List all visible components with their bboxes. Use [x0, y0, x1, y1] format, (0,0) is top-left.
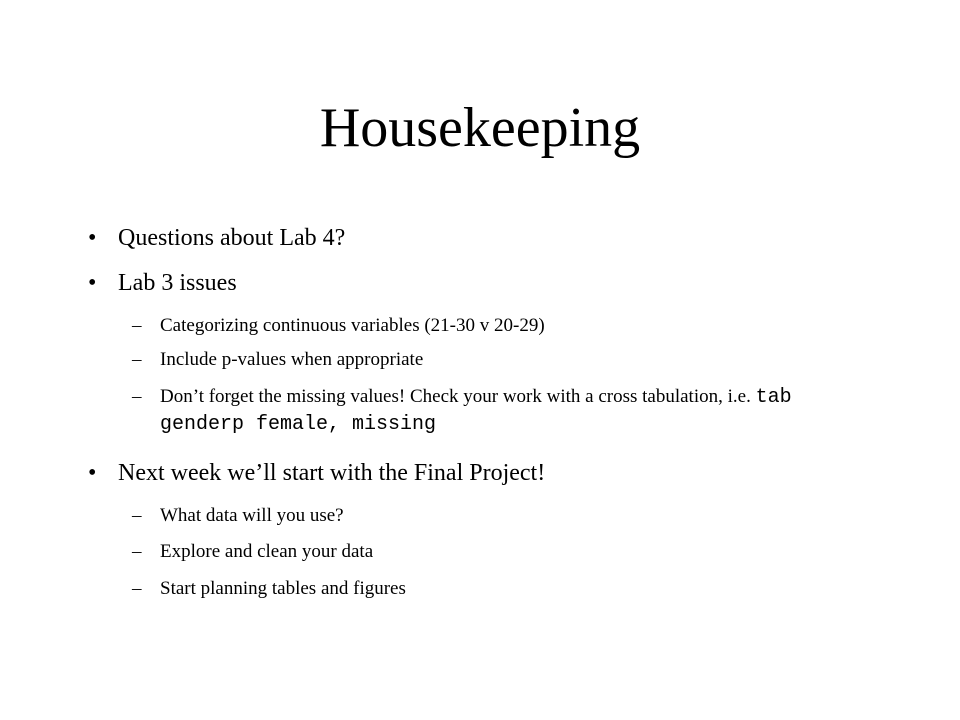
code-snippet: tab genderp female, missing: [160, 386, 792, 436]
sub-item: [132, 576, 850, 602]
sub-item: [132, 384, 850, 438]
sub-text: Categorizing continuous variables (21-30 v 20-29): [160, 315, 545, 336]
sub-item: [132, 503, 850, 529]
sub-text: Explore and clean your data: [160, 541, 374, 562]
dash-marker: –: [132, 386, 142, 407]
sub-text: What data will you use?: [160, 505, 344, 526]
dash-marker: –: [132, 541, 142, 562]
bullet-marker: •: [88, 225, 97, 251]
sub-item: [132, 539, 850, 565]
bullet-text: Lab 3 issues: [118, 270, 237, 296]
bullet-marker: •: [88, 460, 97, 486]
slide-title: Housekeeping: [319, 97, 641, 159]
bullet-text: Next week we’ll start with the Final Project!: [118, 460, 546, 486]
bullet-item: [88, 458, 545, 488]
sub-text-with-code: [160, 384, 850, 438]
sub-item: [132, 347, 850, 373]
dash-marker: –: [132, 349, 142, 370]
bullet-text: Questions about Lab 4?: [118, 225, 346, 251]
bullet-marker: •: [88, 270, 97, 296]
sub-text: Start planning tables and figures: [160, 578, 406, 599]
bullet-item: [88, 223, 345, 253]
dash-marker: –: [132, 505, 142, 526]
sub-text: Don’t forget the missing values! Check your work with a cross tabulation, i.e.: [160, 386, 756, 407]
sub-item: [132, 313, 850, 339]
sub-text: Include p-values when appropriate: [160, 349, 424, 370]
bullet-item: [88, 268, 237, 298]
dash-marker: –: [132, 315, 142, 336]
dash-marker: –: [132, 578, 142, 599]
